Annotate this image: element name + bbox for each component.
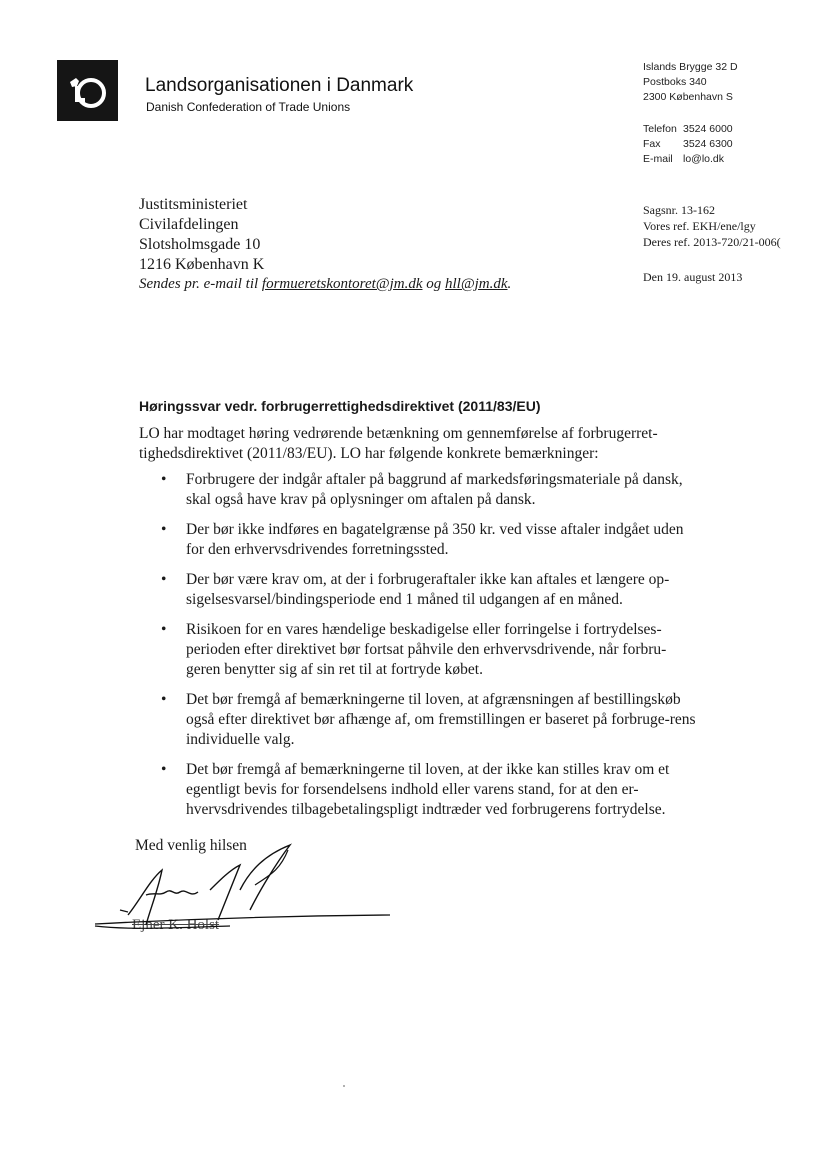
handwritten-signature-icon	[90, 840, 400, 945]
bullet-icon: •	[161, 571, 167, 588]
fax-label: Fax	[643, 138, 661, 150]
email-link-formueret[interactable]: formueretskontoret@jm.dk	[261, 276, 423, 292]
closing-greeting: Med venlig hilsen	[135, 837, 247, 854]
list-item-text: Forbrugere der indgår aftaler på baggrund af markedsføringsmateriale på dansk, skal også have krav på oplysninger om aftalen på dansk.	[186, 471, 683, 508]
list-item-text: Der bør være krav om, at der i forbrugeraftaler ikke kan aftales et længere op-sigelsesvarsel/bindingsperiode end 1 måned til udgangen af en måned.	[186, 571, 670, 608]
remarks-list	[139, 470, 699, 830]
list-item-text: Risikoen for en vares hændelige beskadigelse eller forringelse i fortrydelses-perioden efter direktivet bør fortsat påhvile den erhvervsdrivende, når forbru-geren benytter sig af sin ret til at fortryde købet.	[186, 621, 667, 678]
list-item	[139, 620, 699, 680]
letter-subject: Høringssvar vedr. forbrugerrettighedsdirektivet (2011/83/EU)	[139, 398, 541, 414]
email-label: E-mail	[643, 153, 673, 165]
case-number: Sagsnr. 13-162	[643, 203, 715, 217]
list-item-text: Der bør ikke indføres en bagatelgrænse på 350 kr. ved visse aftaler indgået uden for den erhvervsdrivendes forretningssted.	[186, 521, 684, 558]
bullet-icon: •	[161, 761, 167, 778]
letter-date: Den 19. august 2013	[643, 270, 743, 284]
contact-address	[643, 60, 738, 105]
list-item	[139, 470, 699, 510]
phone-number: 3524 6000	[683, 123, 733, 135]
email-address[interactable]: lo@lo.dk	[683, 153, 725, 165]
our-reference: Vores ref. EKH/ene/lgy	[643, 219, 756, 233]
recipient-line: Justitsministeriet	[139, 196, 248, 213]
sent-middle: og	[422, 276, 445, 292]
list-item-text: Det bør fremgå af bemærkningerne til loven, at der ikke kan stilles krav om et egentligt bevis for forsendelsens indhold eller varens stand, for at den er-hvervsdrivendes tilbagebetalingspligt indtræder ved forbrugerens fortrydelse.	[186, 761, 670, 818]
intro-paragraph: LO har modtaget høring vedrørende betænkning om gennemførelse af forbrugerret-tighedsdirektivet (2011/83/EU). LO har følgende konkrete bemærkninger:	[139, 425, 658, 462]
org-name: Landsorganisationen i Danmark	[145, 75, 414, 96]
reference-block	[643, 202, 781, 250]
list-item	[139, 520, 699, 560]
bullet-icon: •	[161, 521, 167, 538]
list-item	[139, 570, 699, 610]
sent-prefix: Sendes pr. e-mail til	[139, 276, 262, 292]
lo-logo-icon	[57, 60, 118, 121]
list-item-text: Det bør fremgå af bemærkningerne til loven, at afgrænsningen af bestillingskøb også efter direktivet bør afhænge af, om fremstillingen er baseret på forbruge-rens individuelle valg.	[186, 691, 696, 748]
sent-suffix: .	[507, 276, 512, 292]
list-item	[139, 760, 699, 820]
recipient-line: Slotsholmsgade 10	[139, 236, 261, 253]
list-item	[139, 690, 699, 750]
address-line: 2300 København S	[643, 91, 733, 103]
scan-speck	[343, 1085, 345, 1087]
address-line: Postboks 340	[643, 76, 707, 88]
recipient-address	[139, 195, 264, 275]
address-line: Islands Brygge 32 D	[643, 61, 738, 73]
org-subtitle: Danish Confederation of Trade Unions	[146, 100, 351, 114]
recipient-line: Civilafdelingen	[139, 216, 239, 233]
phone-label: Telefon	[643, 123, 677, 135]
fax-number: 3524 6300	[683, 138, 733, 150]
email-link-hll[interactable]: hll@jm.dk	[444, 276, 508, 292]
signer-name: Ejner K. Holst	[132, 917, 220, 933]
bullet-icon: •	[161, 471, 167, 488]
recipient-line: 1216 København K	[139, 256, 265, 273]
your-reference: Deres ref. 2013-720/21-006(	[643, 235, 781, 249]
bullet-icon: •	[161, 621, 167, 638]
bullet-icon: •	[161, 691, 167, 708]
sent-by-email-line	[139, 276, 511, 293]
contact-numbers	[643, 122, 733, 167]
